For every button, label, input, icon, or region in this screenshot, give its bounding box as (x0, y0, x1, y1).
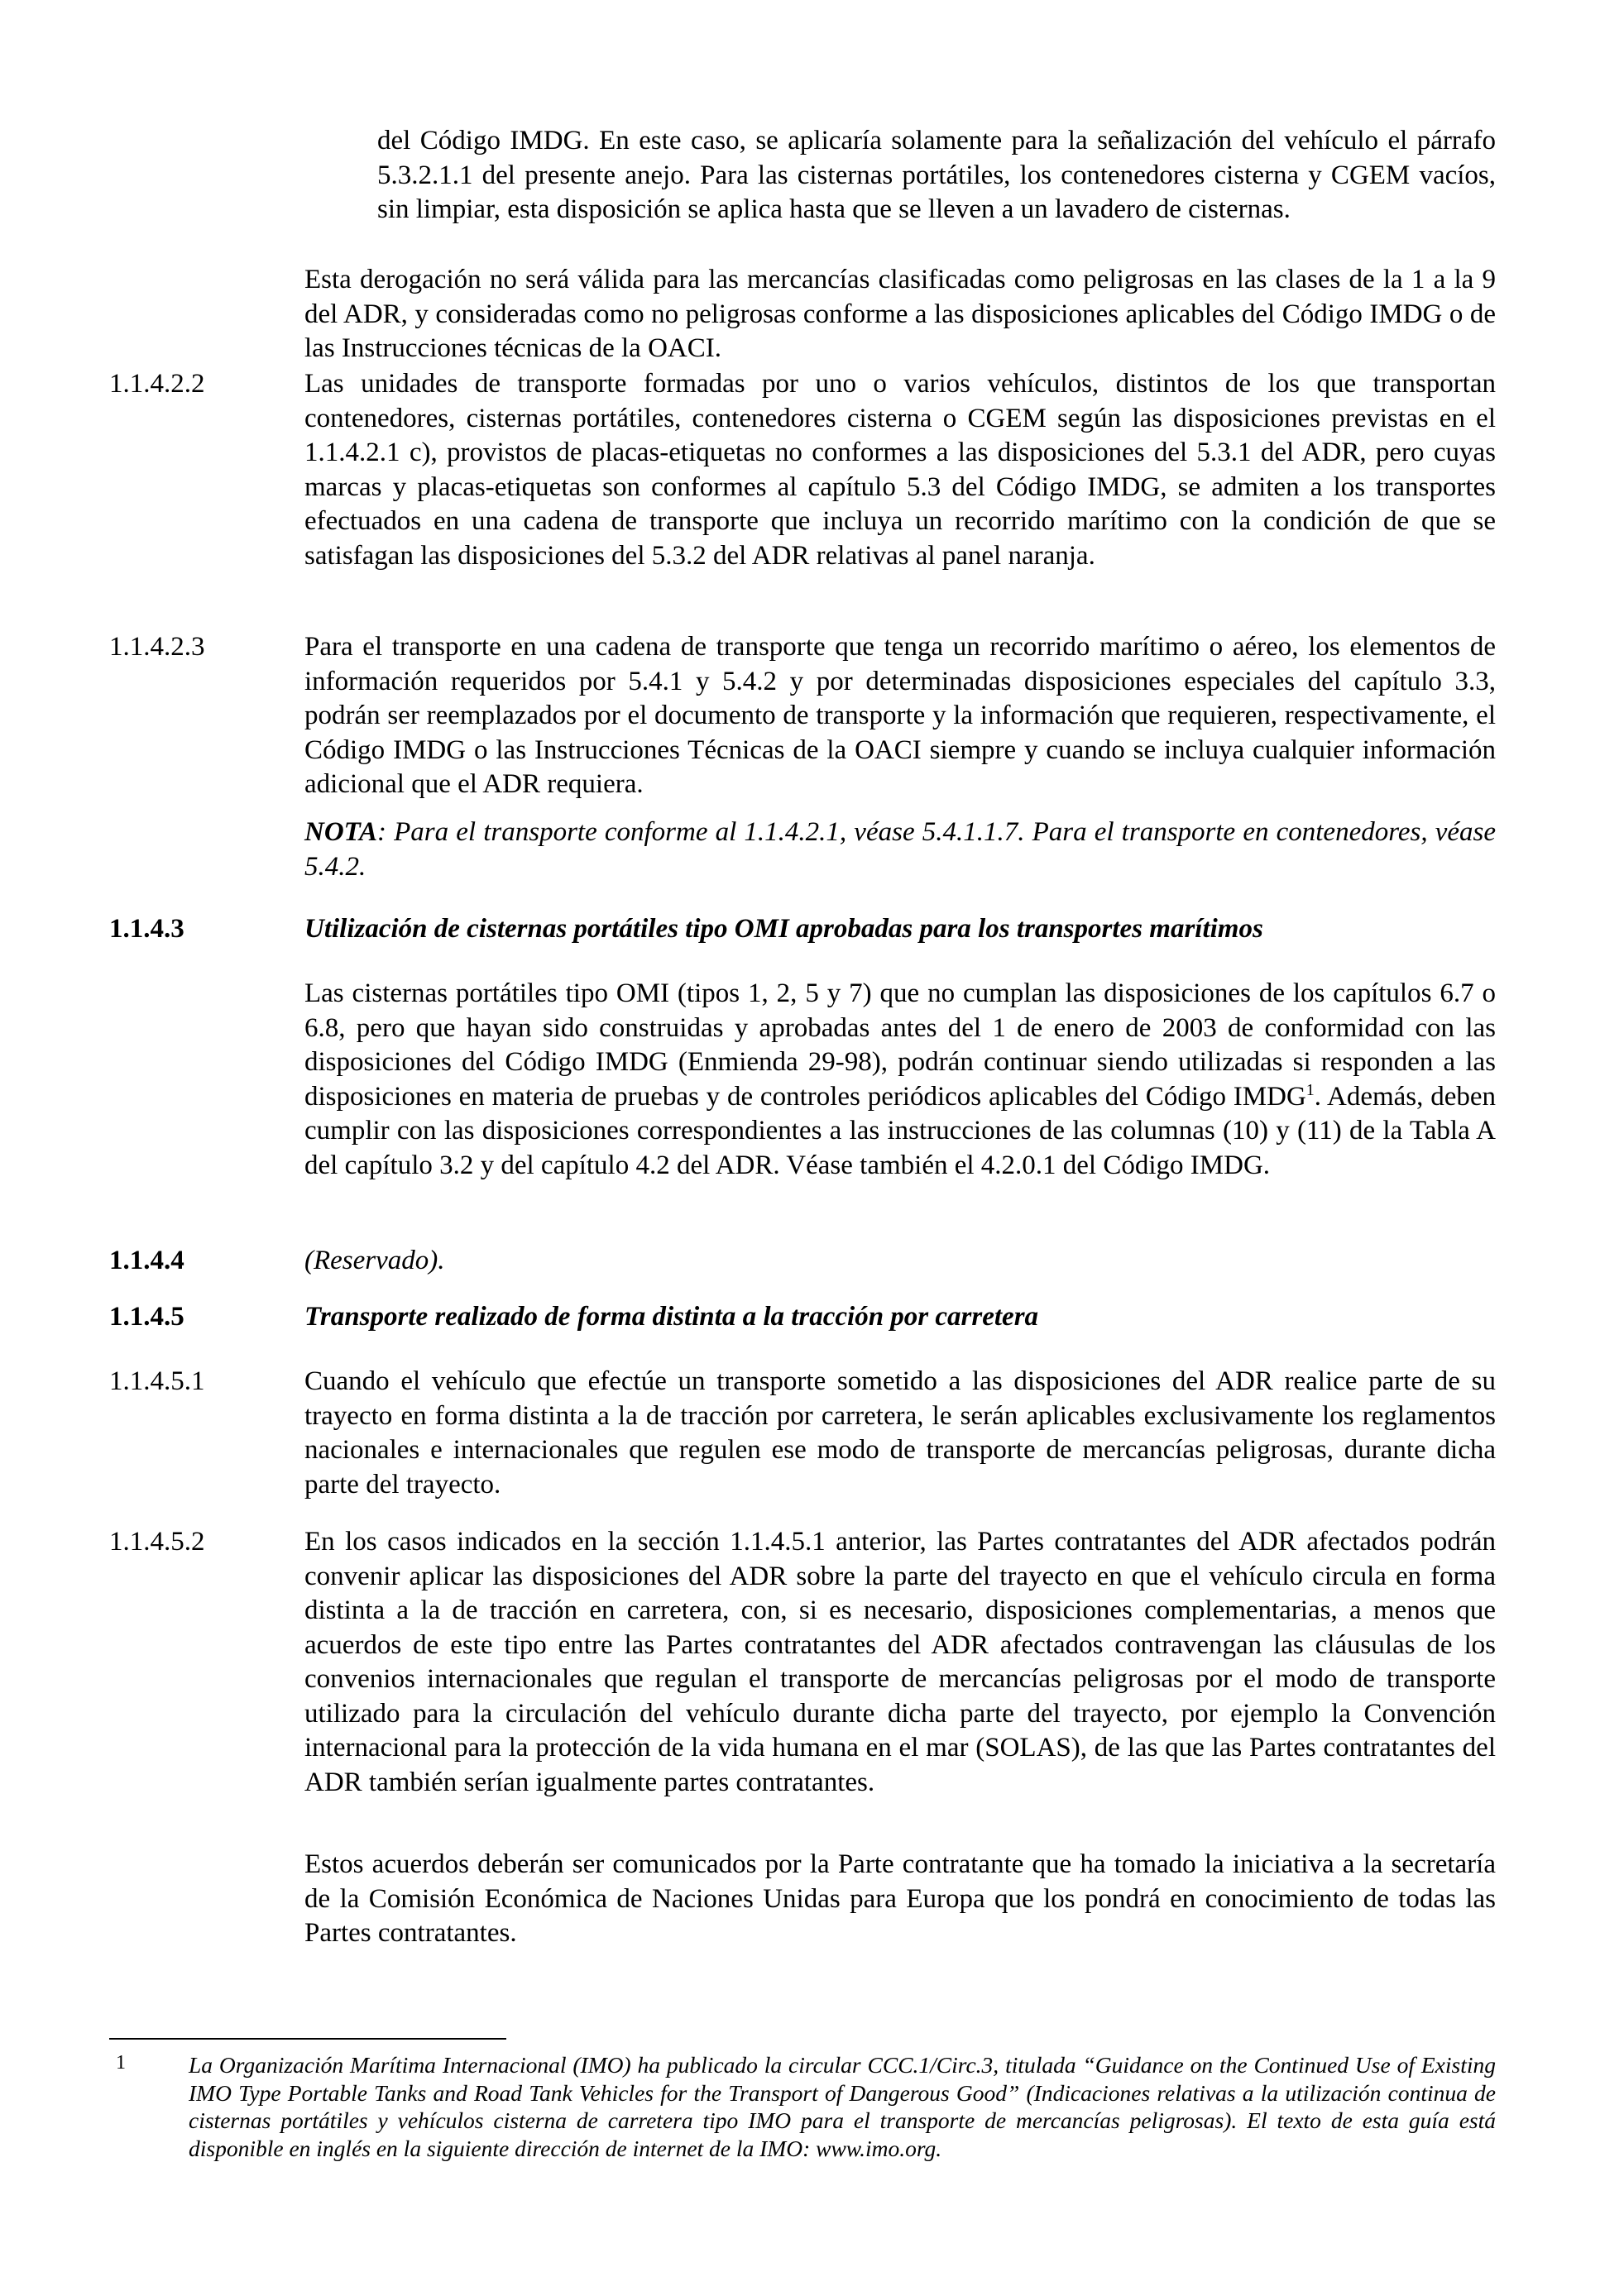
paragraph-agreements: Estos acuerdos deberán ser comunicados por la Parte contratante que ha tomado la iniciativa a la secretaría de la Comisión Económica de Naciones Unidas para Europa que los pondrá en conocimiento de todas las Partes contratantes. (304, 1849, 1496, 1948)
footnote-separator (109, 2038, 506, 2040)
section-number-1-1-4-2-2: 1.1.4.2.2 (109, 369, 205, 399)
note-text: : Para el transporte conforme al 1.1.4.2.1, véase 5.4.1.1.7. Para el transporte en contenedores, véase 5.4.2. (304, 817, 1496, 882)
paragraph-continuation: del Código IMDG. En este caso, se aplicaría solamente para la señalización del vehículo el párrafo 5.3.2.1.1 del presente anejo. Para las cisternas portátiles, los contenedores cisterna y CGEM vacíos, sin limpiar, esta disposición se aplica hasta que se lleven a un lavadero de cisternas. (377, 126, 1496, 224)
footnote-reference: 1 (1305, 1080, 1315, 1099)
heading-1-1-4-4: (Reservado). (304, 1246, 445, 1275)
section-number-1-1-4-4: 1.1.4.4 (109, 1246, 184, 1275)
section-number-1-1-4-3: 1.1.4.3 (109, 914, 184, 944)
section-number-1-1-4-5: 1.1.4.5 (109, 1302, 184, 1332)
note-label: NOTA (304, 817, 378, 847)
heading-1-1-4-5: Transporte realizado de forma distinta a la tracción por carretera (304, 1302, 1039, 1332)
paragraph-1-1-4-2-2: Las unidades de transporte formadas por uno o varios vehículos, distintos de los que transportan contenedores, cisternas portátiles, contenedores cisterna o CGEM según las disposiciones previstas en el 1.1.4.2.1 c), provistos de placas-etiquetas no conformes a las disposiciones del 5.3.1 del ADR, pero cuyas marcas y placas-etiquetas son conformes al capítulo 5.3 del Código IMDG, se admiten a los transportes efectuados en una cadena de transporte que incluya un recorrido marítimo con la condición de que se satisfagan las disposiciones del 5.3.2 del ADR relativas al panel naranja. (304, 369, 1496, 571)
footnote-number: 1 (116, 2052, 126, 2074)
section-number-1-1-4-5-1: 1.1.4.5.1 (109, 1366, 205, 1396)
paragraph-1-1-4-5-2: En los casos indicados en la sección 1.1.4.5.1 anterior, las Partes contratantes del ADR afectados podrán convenir aplicar las disposiciones del ADR sobre la parte del trayecto en que el vehículo circula en forma distinta a la de tracción en carretera, con, si es necesario, disposiciones complementarias, a menos que acuerdos de este tipo entre las Partes contratantes del ADR afectados contravengan las cláusulas de los convenios internacionales que regulan el transporte de mercancías peligrosas por el modo de transporte utilizado para la circulación del vehículo durante dicha parte del trayecto, por ejemplo la Convención internacional para la protección de la vida humana en el mar (SOLAS), de las que las Partes contratantes del ADR también serían igualmente partes contratantes. (304, 1527, 1496, 1797)
paragraph-1-1-4-2-3: Para el transporte en una cadena de transporte que tenga un recorrido marítimo o aéreo, los elementos de información requeridos por 5.4.1 y 5.4.2 y por determinadas disposiciones especiales del capítulo 3.3, podrán ser reemplazados por el documento de transporte y la información que requieren, respectivamente, el Código IMDG o las Instrucciones Técnicas de la OACI siempre y cuando se incluya cualquier información adicional que el ADR requiera. (304, 632, 1496, 799)
note-paragraph (304, 816, 1496, 884)
paragraph-1-1-4-3-part-a: Las cisternas portátiles tipo OMI (tipos 1, 2, 5 y 7) que no cumplan las disposiciones de los capítulos 6.7 o 6.8, pero que hayan sido construidas y aprobadas antes del 1 de enero de 2003 de conformidad con las disposiciones del Código IMDG (Enmienda 29-98), podrán continuar siendo utilizadas si responden a las disposiciones en materia de pruebas y de controles periódicos aplicables del Código IMDG (304, 978, 1496, 1112)
paragraph-1-1-4-3-part-b: . Además, deben cumplir con las disposiciones correspondientes a las instrucciones de las columnas (10) y (11) de la Tabla A del capítulo 3.2 y del capítulo 4.2 del ADR. Véase también el 4.2.0.1 del Código IMDG. (304, 1081, 1496, 1180)
section-number-1-1-4-5-2: 1.1.4.5.2 (109, 1527, 205, 1557)
paragraph-1-1-4-3 (304, 977, 1496, 1183)
paragraph-derogation: Esta derogación no será válida para las mercancías clasificadas como peligrosas en las clases de la 1 a la 9 del ADR, y consideradas como no peligrosas conforme a las disposiciones aplicables del Código IMDG o de las Instrucciones técnicas de la OACI. (304, 265, 1496, 363)
paragraph-1-1-4-5-1: Cuando el vehículo que efectúe un transporte sometido a las disposiciones del ADR realice parte de su trayecto en forma distinta a la de tracción por carretera, le serán aplicables exclusivamente los reglamentos nacionales e internacionales que regulen ese modo de transporte de mercancías peligrosas, durante dicha parte del trayecto. (304, 1366, 1496, 1500)
heading-1-1-4-3: Utilización de cisternas portátiles tipo OMI aprobadas para los transportes marítimos (304, 914, 1263, 944)
footnote-text: La Organización Marítima Internacional (IMO) ha publicado la circular CCC.1/Circ.3, titulada “Guidance on the Continued Use of Existing IMO Type Portable Tanks and Road Tank Vehicles for the Transport of Dangerous Good” (Indicaciones relativas a la utilización continua de cisternas portátiles y vehículos cisterna de carretera tipo IMO para el transporte de mercancías peligrosas). El texto de esta guía está disponible en inglés en la siguiente dirección de internet de la IMO: www.imo.org. (189, 2052, 1496, 2161)
section-number-1-1-4-2-3: 1.1.4.2.3 (109, 632, 205, 662)
